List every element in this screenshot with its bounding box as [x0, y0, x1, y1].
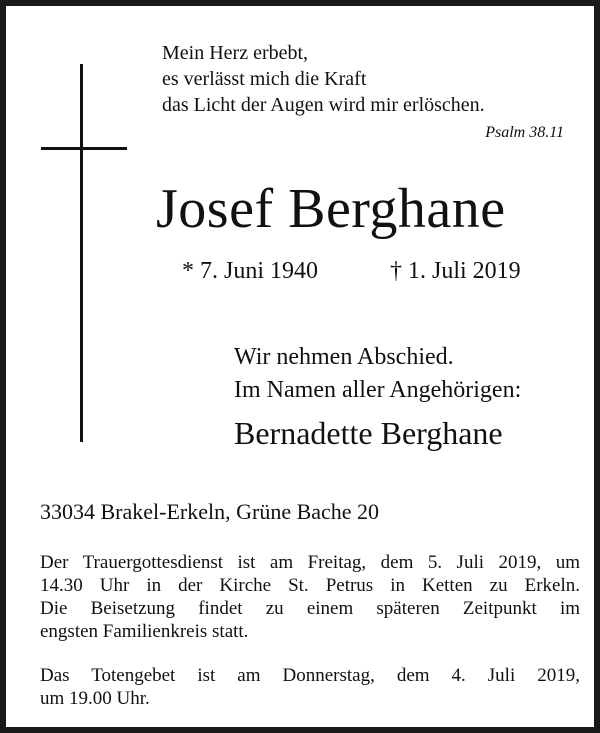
farewell-line: Im Namen aller Angehörigen:: [234, 377, 522, 403]
funeral-service-info: [40, 551, 580, 643]
farewell-line: Wir nehmen Abschied.: [234, 344, 454, 370]
prayer-info: [40, 664, 580, 710]
birth-date: * 7. Juni 1940: [182, 258, 319, 284]
poem-line: das Licht der Augen wird mir erlöschen.: [162, 94, 485, 116]
poem-quote: [162, 40, 485, 118]
death-date: † 1. Juli 2019: [390, 258, 521, 284]
service-line: Der Trauergottesdienst ist am Freitag, dem 5. Juli 2019, um: [40, 552, 580, 573]
service-line: Die Beisetzung findet zu einem späteren Zeitpunkt im: [40, 598, 580, 619]
service-line: 14.30 Uhr in der Kirche St. Petrus in Ketten zu Erkeln.: [40, 575, 580, 596]
cross-horizontal-bar: [41, 147, 127, 150]
signer-name: Bernadette Berghane: [234, 415, 503, 451]
prayer-line: Das Totengebet ist am Donnerstag, dem 4. Juli 2019,: [40, 665, 580, 686]
prayer-line: um 19.00 Uhr.: [40, 688, 150, 709]
cross-vertical-bar: [80, 64, 83, 442]
poem-source: Psalm 38.11: [485, 124, 564, 141]
service-line: engsten Familienkreis statt.: [40, 621, 249, 642]
family-address: 33034 Brakel-Erkeln, Grüne Bache 20: [40, 499, 380, 524]
poem-line: Mein Herz erbebt,: [162, 42, 309, 64]
farewell-text: [234, 341, 521, 407]
deceased-name: Josef Berghane: [156, 178, 506, 240]
poem-line: es verlässt mich die Kraft: [162, 68, 367, 90]
